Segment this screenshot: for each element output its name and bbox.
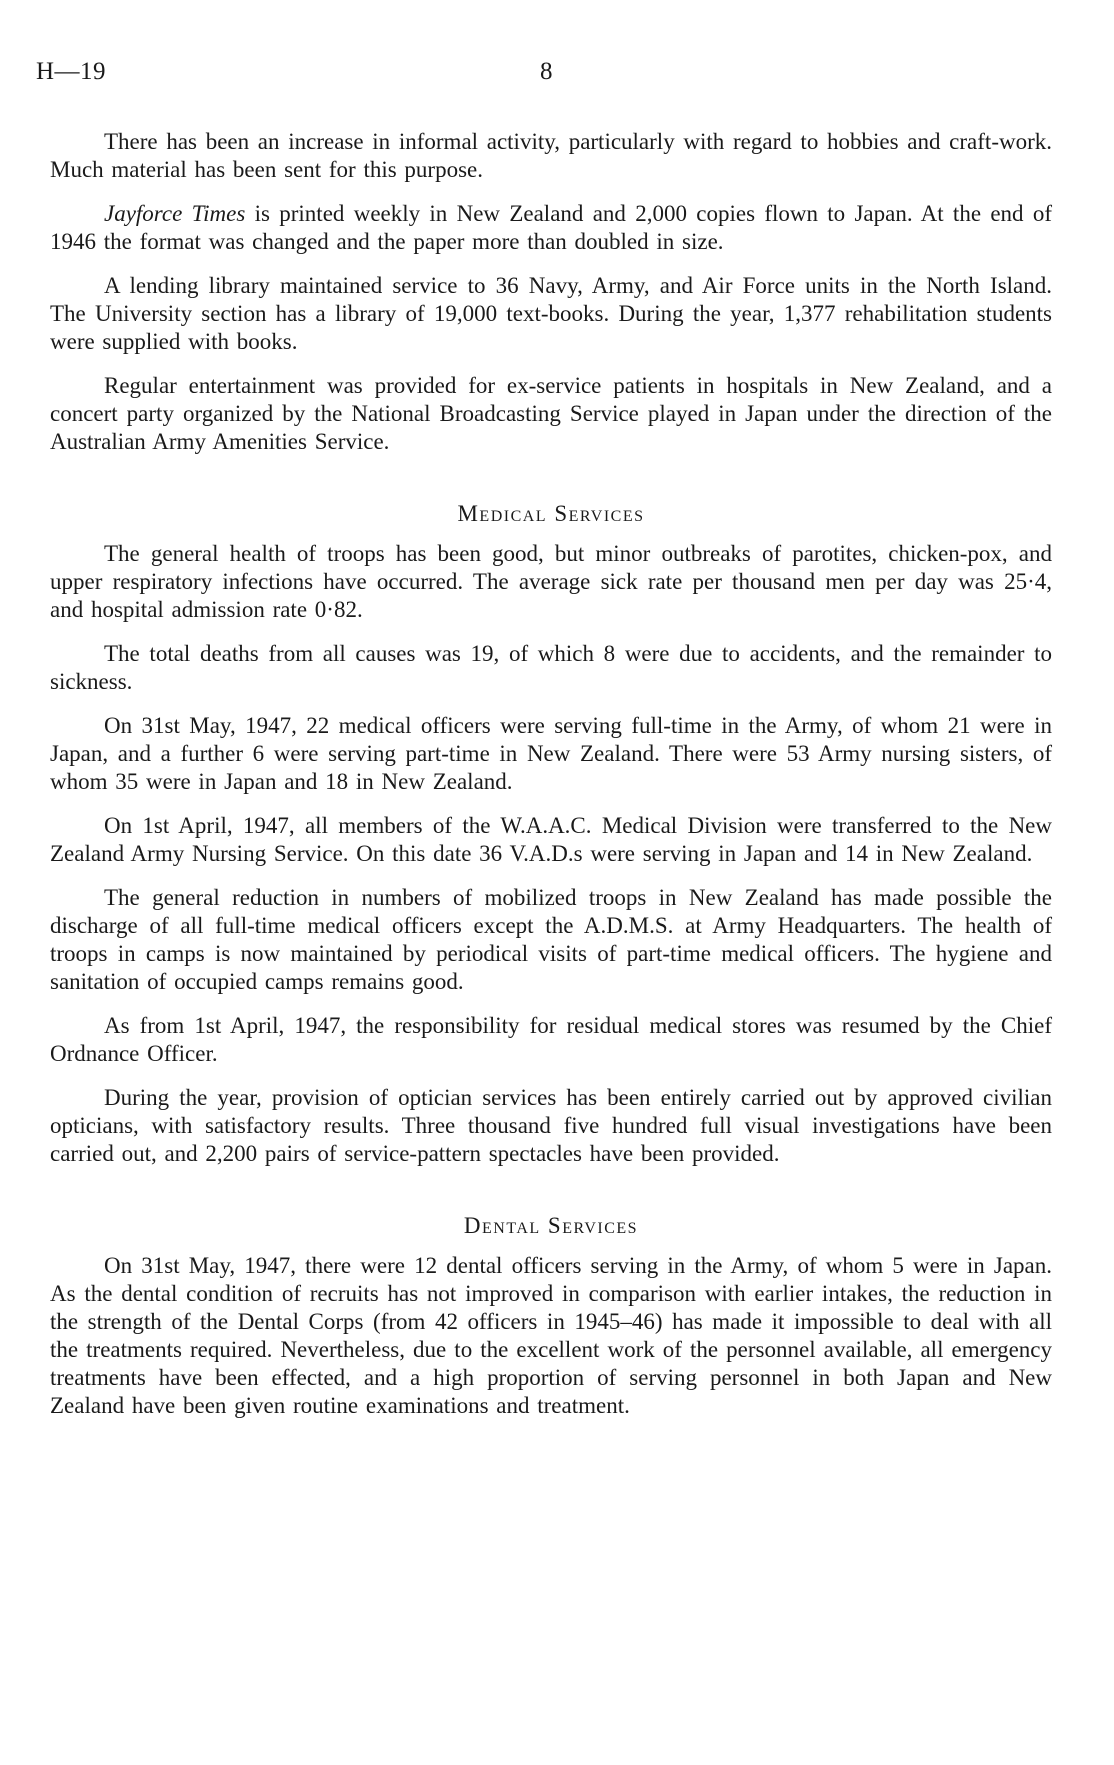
- paragraph-entertainment: Regular entertainment was provided for ex-service patients in hospitals in New Zealand, and a concert party organized by the National Broadcasting Service played in Japan under the direction of the Australian Army Amenities Service.: [50, 373, 1052, 454]
- paragraph-medical-waac: On 1st April, 1947, all members of the W.A.A.C. Medical Division were transferred to the New Zealand Army Nursing Service. On this date 36 V.A.D.s were serving in Japan and 14 in New Zealand.: [50, 813, 1052, 866]
- document-reference: H—19: [36, 58, 107, 85]
- paragraph-medical-reduction: The general reduction in numbers of mobilized troops in New Zealand has made possible the discharge of all full-time medical officers except the A.D.M.S. at Army Headquarters. The health of troops in camps is now maintained by periodical visits of part-time medical officers. The hygiene and sanitation of occupied camps remains good.: [50, 885, 1052, 994]
- page-number: 8: [540, 58, 553, 85]
- paragraph-medical-deaths: The total deaths from all causes was 19, of which 8 were due to accidents, and the remainder to sickness.: [50, 641, 1052, 694]
- section-heading-medical: Medical Services: [457, 501, 645, 526]
- paragraph-medical-officers: On 31st May, 1947, 22 medical officers were serving full-time in the Army, of whom 21 were in Japan, and a further 6 were serving part-time in New Zealand. There were 53 Army nursing sisters, of whom 35 were in Japan and 18 in New Zealand.: [50, 713, 1052, 794]
- paragraph-medical-stores: As from 1st April, 1947, the responsibility for residual medical stores was resumed by the Chief Ordnance Officer.: [50, 1013, 1052, 1066]
- paragraph-informal-activity: There has been an increase in informal activity, particularly with regard to hobbies and craft-work. Much material has been sent for this purpose.: [50, 129, 1052, 182]
- paragraph-medical-health: The general health of troops has been good, but minor outbreaks of parotites, chicken-pox, and upper respiratory infections have occurred. The average sick rate per thousand men per day was 25·4, and hospital admission rate 0·82.: [50, 541, 1052, 622]
- paragraph-jayforce-text: is printed weekly in New Zealand and 2,000 copies flown to Japan. At the end of 1946 the format was changed and the paper more than doubled in size.: [50, 201, 1052, 254]
- paragraph-lending-library: A lending library maintained service to 36 Navy, Army, and Air Force units in the North Island. The University section has a library of 19,000 text-books. During the year, 1,377 rehabilitation students were supplied with books.: [50, 273, 1052, 354]
- page-header: [36, 58, 1078, 92]
- section-heading-dental: Dental Services: [463, 1213, 639, 1238]
- paragraph-medical-opticians: During the year, provision of optician services has been entirely carried out by approved civilian opticians, with satisfactory results. Three thousand five hundred full visual investigations have been carried out, and 2,200 pairs of service-pattern spectacles have been provided.: [50, 1085, 1052, 1166]
- page-body: [50, 128, 1052, 1436]
- paragraph-jayforce-times: [50, 200, 1052, 256]
- publication-title: Jayforce Times: [104, 201, 246, 226]
- paragraph-dental-officers: On 31st May, 1947, there were 12 dental officers serving in the Army, of whom 5 were in Japan. As the dental condition of recruits has not improved in comparison with earlier intakes, the reduction in the strength of the Dental Corps (from 42 officers in 1945–46) has made it impossible to deal with all the treatments required. Nevertheless, due to the excellent work of the personnel available, all emergency treatments have been effected, and a high proportion of serving personnel in both Japan and New Zealand have been given routine examinations and treatment.: [50, 1253, 1052, 1418]
